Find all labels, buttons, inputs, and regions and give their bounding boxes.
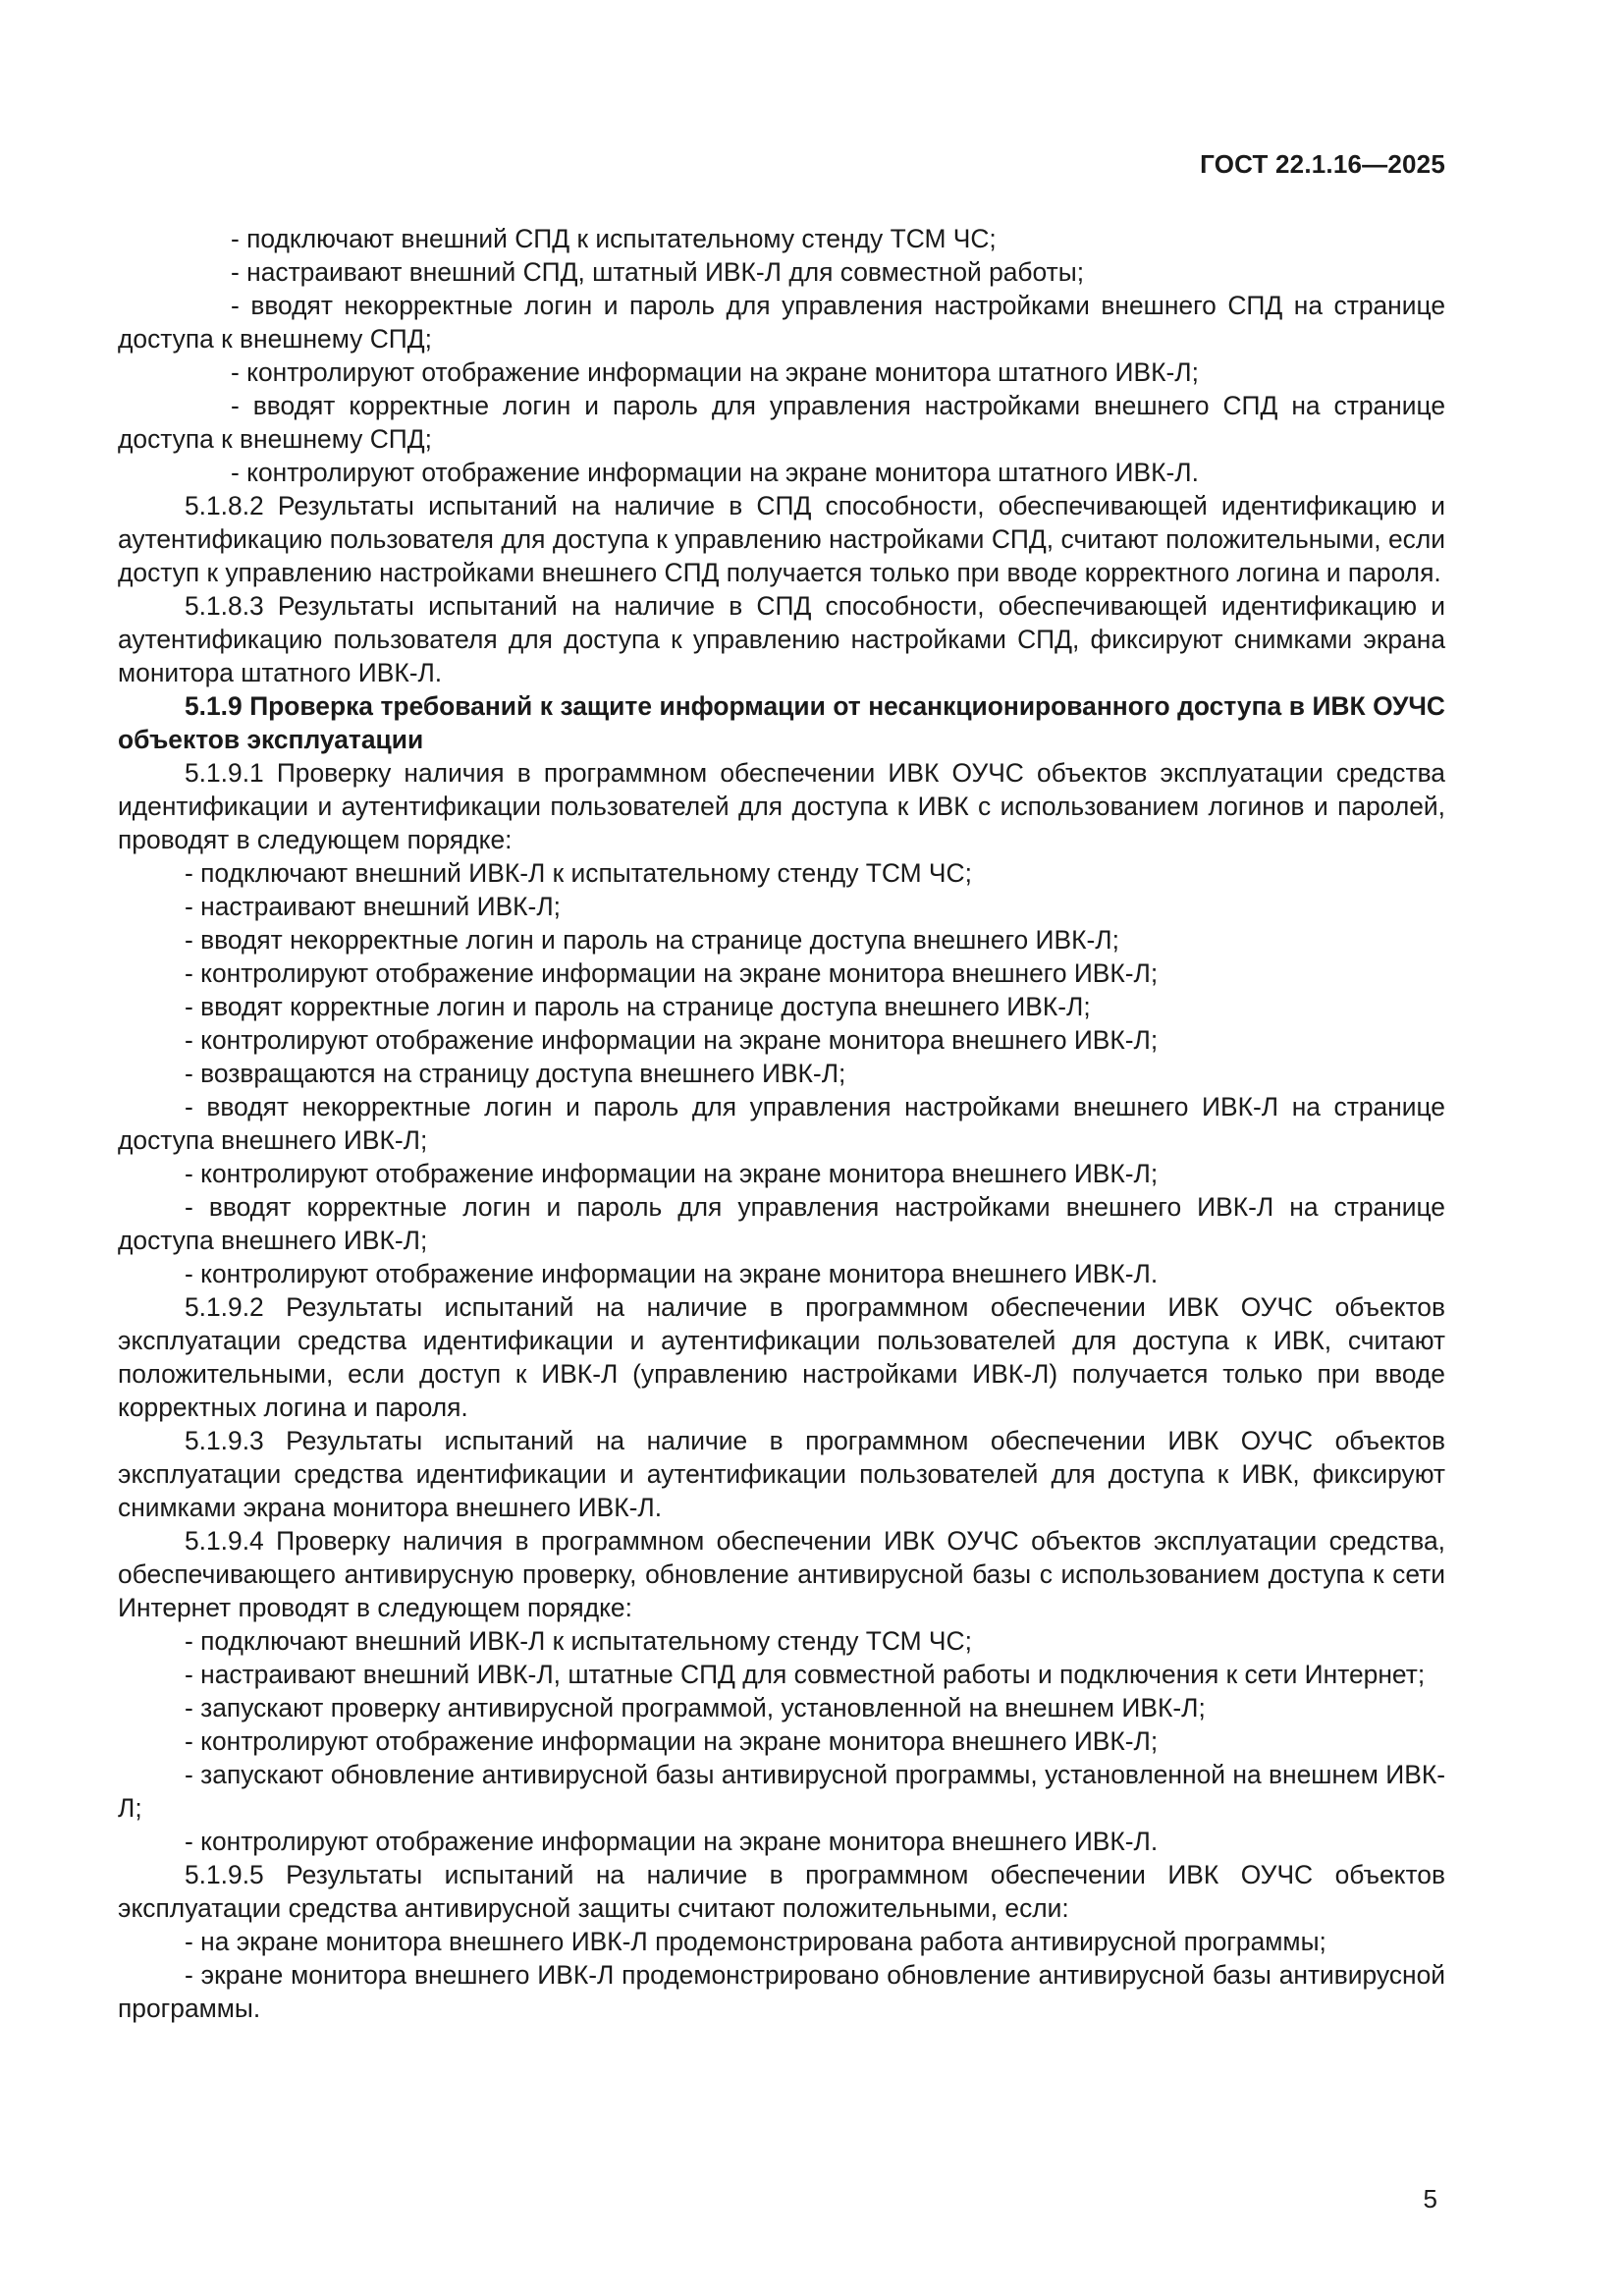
list-item: - подключают внешний ИВК-Л к испытательному стенду ТСМ ЧС; [185,1626,972,1656]
list-item: - контролируют отображение информации на экране монитора внешнего ИВК-Л; [185,1025,1159,1055]
list-item: - подключают внешний ИВК-Л к испытательному стенду ТСМ ЧС; [185,858,972,888]
section-heading-5-1-9: 5.1.9 Проверка требований к защите информации от несанкционированного доступа в ИВК ОУЧС объектов эксплуатации [118,691,1445,754]
paragraph-5-1-9-2: 5.1.9.2 Результаты испытаний на наличие в программном обеспечении ИВК ОУЧС объектов эксплуатации средства идентификации и аутентификации пользователей для доступа к ИВК, считают положительными, если доступ к ИВК-Л (управлению настройками ИВК-Л) получается только при вводе корректных логина и пароля. [118,1292,1445,1422]
list-item: - вводят корректные логин и пароль для управления настройками внешнего ИВК-Л на странице доступа внешнего ИВК-Л; [118,1192,1445,1255]
list-item: - контролируют отображение информации на экране монитора штатного ИВК-Л; [231,357,1199,387]
paragraph-5-1-8-3: 5.1.8.3 Результаты испытаний на наличие в СПД способности, обеспечивающей идентификацию и аутентификацию пользователя для доступа к управлению настройками СПД, фиксируют снимками экрана монитора штатного ИВК-Л. [118,591,1445,687]
page-number: 5 [1423,2184,1437,2214]
list-item: - контролируют отображение информации на экране монитора штатного ИВК-Л. [231,458,1199,487]
paragraph-5-1-8-2: 5.1.8.2 Результаты испытаний на наличие в СПД способности, обеспечивающей идентификацию и аутентификацию пользователя для доступа к управлению настройками СПД, считают положительными, если доступ к управлению настройками внешнего СПД получается только при вводе корректного логина и пароля. [118,491,1445,587]
paragraph-5-1-9-3: 5.1.9.3 Результаты испытаний на наличие в программном обеспечении ИВК ОУЧС объектов эксплуатации средства идентификации и аутентификации пользователей для доступа к ИВК, фиксируют снимками экрана монитора внешнего ИВК-Л. [118,1426,1445,1522]
list-item: - вводят некорректные логин и пароль для управления настройками внешнего ИВК-Л на странице доступа внешнего ИВК-Л; [118,1092,1445,1155]
list-item: - настраивают внешний ИВК-Л; [185,892,561,921]
list-item: - вводят корректные логин и пароль для управления настройками внешнего СПД на странице доступа к внешнему СПД; [118,391,1445,454]
list-item: - контролируют отображение информации на экране монитора внешнего ИВК-Л. [185,1259,1159,1288]
paragraph-5-1-9-5: 5.1.9.5 Результаты испытаний на наличие в программном обеспечении ИВК ОУЧС объектов эксплуатации средства антивирусной защиты считают положительными, если: [118,1860,1445,1923]
list-item: - на экране монитора внешнего ИВК-Л продемонстрирована работа антивирусной программы; [185,1927,1326,1956]
list-item: - вводят корректные логин и пароль на странице доступа внешнего ИВК-Л; [185,992,1091,1021]
list-item: - вводят некорректные логин и пароль на странице доступа внешнего ИВК-Л; [185,925,1119,955]
list-item: - возвращаются на страницу доступа внешнего ИВК-Л; [185,1059,846,1088]
list-item: - подключают внешний СПД к испытательному стенду ТСМ ЧС; [231,224,997,253]
list-item: - настраивают внешний ИВК-Л, штатные СПД для совместной работы и подключения к сети Интернет; [185,1660,1426,1689]
document-body [118,222,1445,2025]
list-item: - запускают обновление антивирусной базы антивирусной программы, установленной на внешнем ИВК-Л; [118,1760,1445,1823]
list-item: - запускают проверку антивирусной программой, установленной на внешнем ИВК-Л; [185,1693,1206,1722]
paragraph-5-1-9-1: 5.1.9.1 Проверку наличия в программном обеспечении ИВК ОУЧС объектов эксплуатации средства идентификации и аутентификации пользователей для доступа к ИВК с использованием логинов и паролей, проводят в следующем порядке: [118,758,1445,854]
list-item: - контролируют отображение информации на экране монитора внешнего ИВК-Л. [185,1827,1159,1856]
list-item: - контролируют отображение информации на экране монитора внешнего ИВК-Л; [185,1726,1159,1756]
paragraph-5-1-9-4: 5.1.9.4 Проверку наличия в программном обеспечении ИВК ОУЧС объектов эксплуатации средства, обеспечивающего антивирусную проверку, обновление антивирусной базы с использованием доступа к сети Интернет проводят в следующем порядке: [118,1526,1445,1622]
list-item: - контролируют отображение информации на экране монитора внешнего ИВК-Л; [185,958,1159,988]
list-item: - настраивают внешний СПД, штатный ИВК-Л для совместной работы; [231,257,1085,287]
document-code-header: ГОСТ 22.1.16—2025 [1200,149,1445,179]
list-item: - контролируют отображение информации на экране монитора внешнего ИВК-Л; [185,1159,1159,1188]
list-item: - экране монитора внешнего ИВК-Л продемонстрировано обновление антивирусной базы антивирусной программы. [118,1960,1445,2023]
list-item: - вводят некорректные логин и пароль для управления настройками внешнего СПД на странице доступа к внешнему СПД; [118,291,1445,354]
